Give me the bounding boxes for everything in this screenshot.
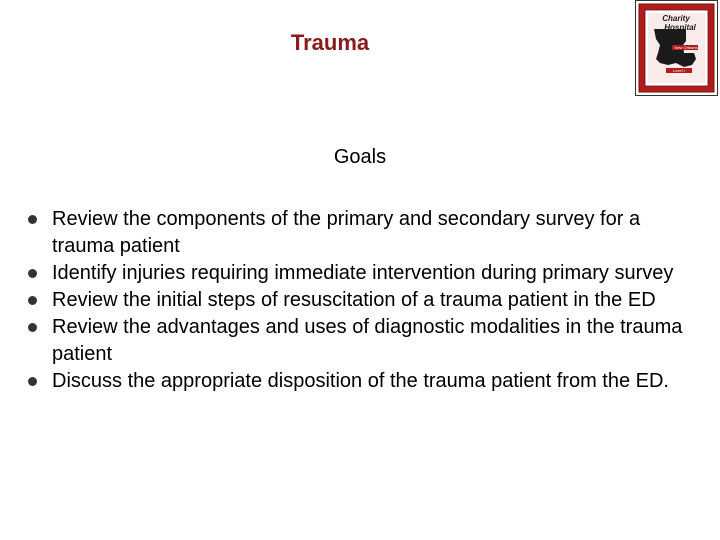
goal-text: Review the components of the primary and secondary survey for a trauma patient: [52, 208, 641, 257]
slide-subtitle: Goals: [333, 146, 387, 168]
slide-title: Trauma: [290, 30, 370, 55]
goals-list: [34, 206, 704, 395]
bullet-icon: [28, 215, 37, 224]
logo-state-text: New Orleans: [674, 45, 698, 50]
goal-item: [34, 260, 704, 287]
bullet-icon: [28, 377, 37, 386]
bullet-icon: [28, 323, 37, 332]
charity-hospital-logo: [635, 0, 718, 96]
logo-level-text: Level I: [673, 68, 685, 73]
goal-text: Review the initial steps of resuscitation of a trauma patient in the ED: [52, 289, 656, 311]
charity-hospital-seal-icon: [636, 1, 717, 95]
bullet-icon: [28, 269, 37, 278]
goal-text: Discuss the appropriate disposition of the trauma patient from the ED.: [52, 370, 669, 392]
logo-name-line1: Charity: [662, 14, 690, 23]
goal-item: [34, 368, 704, 395]
goal-text: Identify injuries requiring immediate intervention during primary survey: [52, 262, 674, 284]
goal-item: [34, 314, 704, 368]
goal-item: [34, 206, 704, 260]
bullet-icon: [28, 296, 37, 305]
goal-text: Review the advantages and uses of diagnostic modalities in the trauma patient: [52, 316, 683, 365]
goal-item: [34, 287, 704, 314]
logo-name-line2: Hospital: [664, 23, 696, 32]
